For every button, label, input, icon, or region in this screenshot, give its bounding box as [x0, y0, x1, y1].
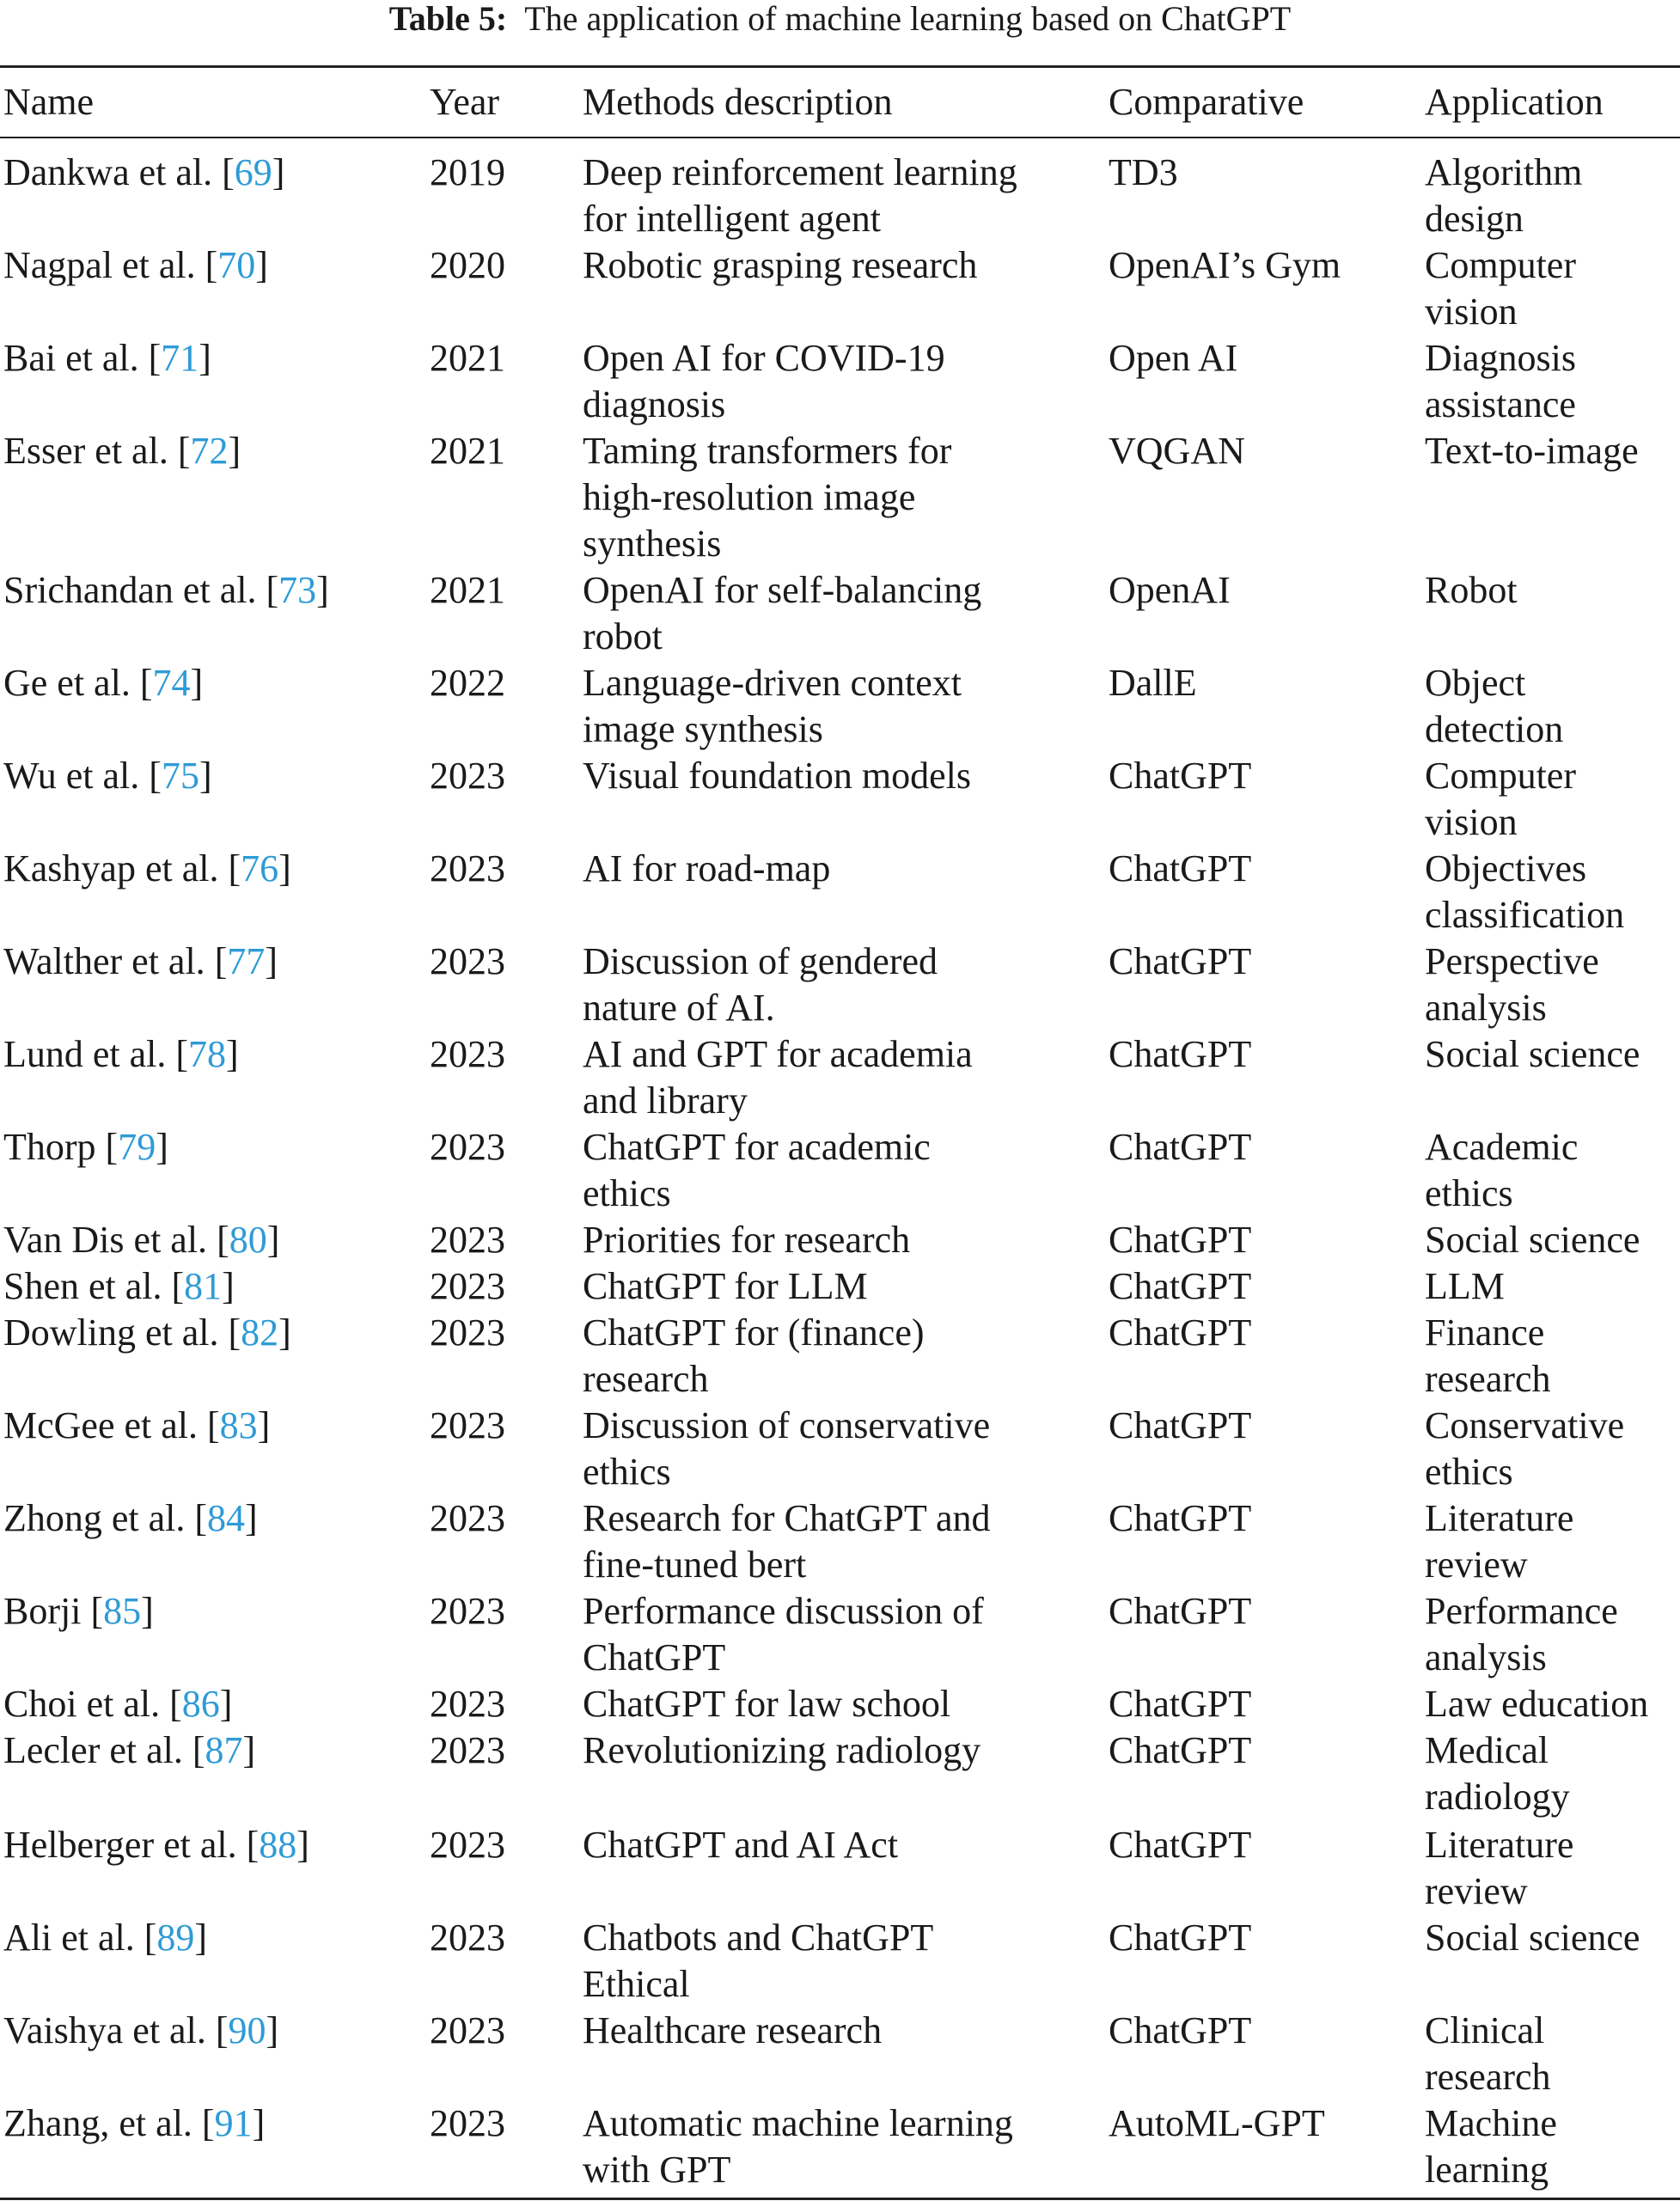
cell-name: McGee et al. [83] — [3, 1404, 271, 1446]
application-line: research — [1425, 2056, 1551, 2098]
header-methods: Methods description — [583, 81, 893, 123]
application-line: Literature — [1425, 1497, 1574, 1539]
cell-comparative: ChatGPT — [1109, 1311, 1252, 1354]
cell-application — [1425, 1217, 1640, 1263]
application-line: assistance — [1425, 383, 1576, 425]
application-line: classification — [1425, 894, 1625, 936]
method-line: OpenAI for self-balancing — [583, 569, 982, 611]
cell-year: 2023 — [430, 1917, 505, 1959]
application-line: Text-to-image — [1425, 430, 1639, 472]
author-name: Walther et al. — [3, 940, 205, 982]
cell-name: Nagpal et al. [70] — [3, 244, 268, 286]
cell-comparative: ChatGPT — [1109, 1126, 1252, 1168]
cell-name: Ge et al. [74] — [3, 662, 204, 704]
cell-comparative: ChatGPT — [1109, 1265, 1252, 1307]
cell-year: 2023 — [430, 1497, 505, 1539]
cell-year: 2023 — [430, 2009, 505, 2051]
cell-method — [583, 2100, 1013, 2193]
cell-application — [1425, 242, 1576, 335]
cell-comparative: OpenAI’s Gym — [1109, 244, 1341, 286]
author-name: Ge et al. — [3, 662, 131, 704]
citation-link[interactable]: 73 — [278, 569, 317, 611]
method-line: and library — [583, 1079, 748, 1122]
method-line: Language-driven context — [583, 662, 962, 704]
citation-link[interactable]: 76 — [241, 847, 279, 890]
application-line: Academic — [1425, 1126, 1579, 1168]
method-line: nature of AI. — [583, 987, 775, 1029]
cell-comparative: VQGAN — [1109, 430, 1245, 472]
application-line: Social science — [1425, 1033, 1640, 1075]
top-rule — [0, 65, 1680, 68]
cell-year: 2023 — [430, 2102, 505, 2144]
cell-name: Zhong et al. [84] — [3, 1497, 258, 1539]
citation-link[interactable]: 77 — [227, 940, 266, 982]
cell-method — [583, 660, 962, 753]
method-line: Automatic machine learning — [583, 2102, 1013, 2144]
method-line: Revolutionizing radiology — [583, 1729, 981, 1771]
application-line: Object — [1425, 662, 1526, 704]
citation-link[interactable]: 69 — [234, 151, 272, 193]
cell-application — [1425, 1263, 1505, 1310]
method-line: Open AI for COVID-19 — [583, 337, 945, 379]
author-name: Kashyap et al. — [3, 847, 219, 890]
cell-application — [1425, 660, 1563, 753]
cell-method — [583, 1588, 984, 1681]
cell-name: Thorp [79] — [3, 1126, 168, 1168]
header-comparative: Comparative — [1109, 81, 1304, 123]
cell-year: 2022 — [430, 662, 505, 704]
cell-year: 2023 — [430, 1683, 505, 1725]
method-line: research — [583, 1358, 709, 1400]
cell-comparative: ChatGPT — [1109, 1219, 1252, 1261]
cell-application — [1425, 1495, 1573, 1588]
application-line: Performance — [1425, 1590, 1618, 1632]
method-line: AI and GPT for academia — [583, 1033, 973, 1075]
bottom-rule — [0, 2198, 1680, 2200]
cell-comparative: ChatGPT — [1109, 1683, 1252, 1725]
application-line: learning — [1425, 2149, 1549, 2191]
method-line: robot — [583, 615, 663, 657]
cell-application — [1425, 1915, 1640, 1961]
cell-year: 2023 — [430, 1033, 505, 1075]
cell-method — [583, 1915, 933, 2008]
application-line: analysis — [1425, 987, 1547, 1029]
cell-year: 2023 — [430, 1126, 505, 1168]
method-line: Visual foundation models — [583, 755, 971, 797]
citation-link[interactable]: 79 — [118, 1126, 156, 1168]
author-name: Dowling et al. — [3, 1311, 219, 1354]
author-name: Nagpal et al. — [3, 244, 196, 286]
author-name: Borji — [3, 1590, 82, 1632]
cell-application — [1425, 1403, 1624, 1495]
cell-application — [1425, 753, 1576, 846]
application-line: Conservative — [1425, 1404, 1625, 1446]
cell-name: Esser et al. [72] — [3, 430, 241, 472]
application-line: Objectives — [1425, 847, 1587, 890]
cell-comparative: Open AI — [1109, 337, 1238, 379]
method-line: Deep reinforcement learning — [583, 151, 1017, 193]
author-name: Lund et al. — [3, 1033, 167, 1075]
method-line: ethics — [583, 1172, 671, 1214]
cell-comparative: ChatGPT — [1109, 1590, 1252, 1632]
cell-comparative: ChatGPT — [1109, 847, 1252, 890]
cell-application — [1425, 567, 1518, 614]
cell-name: Vaishya et al. [90] — [3, 2009, 279, 2051]
application-line: research — [1425, 1358, 1551, 1400]
cell-year: 2021 — [430, 569, 505, 611]
cell-method — [583, 2008, 882, 2054]
author-name: Thorp — [3, 1126, 96, 1168]
application-line: detection — [1425, 708, 1564, 750]
cell-method — [583, 1727, 981, 1774]
cell-method — [583, 938, 938, 1031]
method-line: Robotic grasping research — [583, 244, 978, 286]
cell-year: 2021 — [430, 337, 505, 379]
cell-year: 2019 — [430, 151, 505, 193]
cell-method — [583, 1263, 868, 1310]
application-line: Medical — [1425, 1729, 1549, 1771]
cell-year: 2021 — [430, 430, 505, 472]
author-name: Helberger et al. — [3, 1824, 237, 1866]
method-line: synthesis — [583, 523, 722, 565]
cell-application — [1425, 150, 1582, 242]
author-name: Ali et al. — [3, 1917, 135, 1959]
application-line: Computer — [1425, 244, 1576, 286]
cell-name: Lund et al. [78] — [3, 1033, 239, 1075]
method-line: Ethical — [583, 1963, 690, 2005]
cell-name: Wu et al. [75] — [3, 755, 212, 797]
method-line: ChatGPT for law school — [583, 1683, 951, 1725]
cell-comparative: ChatGPT — [1109, 1404, 1252, 1446]
method-line: ChatGPT — [583, 1636, 726, 1678]
caption-text: The application of machine learning based on ChatGPT — [524, 0, 1292, 38]
header-year: Year — [430, 81, 500, 123]
cell-application — [1425, 938, 1599, 1031]
application-line: Social science — [1425, 1219, 1640, 1261]
cell-application — [1425, 1822, 1573, 1915]
method-line: image synthesis — [583, 708, 823, 750]
application-line: Robot — [1425, 569, 1518, 611]
cell-method — [583, 1403, 990, 1495]
cell-name: Dankwa et al. [69] — [3, 151, 285, 193]
application-line: radiology — [1425, 1776, 1570, 1818]
citation-link[interactable]: 83 — [219, 1404, 258, 1446]
author-name: Zhong et al. — [3, 1497, 186, 1539]
author-name: Shen et al. — [3, 1265, 162, 1307]
cell-comparative: TD3 — [1109, 151, 1178, 193]
application-line: Social science — [1425, 1917, 1640, 1959]
citation-link[interactable]: 84 — [207, 1497, 246, 1539]
cell-application — [1425, 1031, 1640, 1078]
author-name: McGee et al. — [3, 1404, 198, 1446]
cell-name: Srichandan et al. [73] — [3, 569, 329, 611]
cell-year: 2023 — [430, 1311, 505, 1354]
citation-link[interactable]: 78 — [188, 1033, 227, 1075]
cell-comparative: OpenAI — [1109, 569, 1231, 611]
cell-application — [1425, 1310, 1551, 1403]
method-line: high-resolution image — [583, 476, 916, 518]
cell-year: 2023 — [430, 940, 505, 982]
application-line: ethics — [1425, 1172, 1513, 1214]
citation-link[interactable]: 88 — [259, 1824, 297, 1866]
author-name: Bai et al. — [3, 337, 139, 379]
cell-name: Kashyap et al. [76] — [3, 847, 291, 890]
citation-link[interactable]: 82 — [241, 1311, 279, 1354]
cell-name: Walther et al. [77] — [3, 940, 278, 982]
citation-link[interactable]: 81 — [184, 1265, 223, 1307]
citation-link[interactable]: 90 — [228, 2009, 266, 2051]
citation-link[interactable]: 89 — [156, 1917, 195, 1959]
application-line: ethics — [1425, 1451, 1513, 1493]
author-name: Vaishya et al. — [3, 2009, 206, 2051]
header-application: Application — [1425, 81, 1604, 123]
method-line: AI for road-map — [583, 847, 831, 890]
cell-name: Dowling et al. [82] — [3, 1311, 291, 1354]
cell-year: 2023 — [430, 1265, 505, 1307]
cell-comparative: ChatGPT — [1109, 940, 1252, 982]
cell-comparative: ChatGPT — [1109, 1824, 1252, 1866]
method-line: Taming transformers for — [583, 430, 952, 472]
cell-name: Bai et al. [71] — [3, 337, 211, 379]
cell-comparative: DallE — [1109, 662, 1197, 704]
cell-method — [583, 1681, 950, 1727]
author-name: Esser et al. — [3, 430, 168, 472]
cell-method — [583, 1124, 931, 1217]
application-line: review — [1425, 1870, 1528, 1912]
method-line: for intelligent agent — [583, 198, 881, 240]
method-line: ChatGPT for academic — [583, 1126, 931, 1168]
citation-link[interactable]: 86 — [181, 1683, 220, 1725]
cell-comparative: ChatGPT — [1109, 1917, 1252, 1959]
method-line: ChatGPT for (finance) — [583, 1311, 925, 1354]
cell-comparative: ChatGPT — [1109, 1497, 1252, 1539]
cell-application — [1425, 1727, 1570, 1820]
application-line: LLM — [1425, 1265, 1505, 1307]
cell-year: 2023 — [430, 755, 505, 797]
cell-name: Ali et al. [89] — [3, 1917, 208, 1959]
cell-year: 2023 — [430, 847, 505, 890]
table-caption — [0, 0, 1680, 41]
application-line: vision — [1425, 290, 1518, 333]
application-line: design — [1425, 198, 1524, 240]
citation-link[interactable]: 75 — [161, 755, 199, 797]
method-line: Discussion of gendered — [583, 940, 938, 982]
cell-method — [583, 242, 977, 289]
cell-comparative: ChatGPT — [1109, 2009, 1252, 2051]
header-name: Name — [3, 81, 95, 123]
cell-comparative: ChatGPT — [1109, 755, 1252, 797]
application-line: Perspective — [1425, 940, 1599, 982]
method-line: ethics — [583, 1451, 671, 1493]
cell-application — [1425, 1588, 1618, 1681]
cell-name: Van Dis et al. [80] — [3, 1219, 280, 1261]
header-rule — [0, 137, 1680, 138]
citation-link[interactable]: 72 — [190, 430, 229, 472]
cell-name: Shen et al. [81] — [3, 1265, 235, 1307]
method-line: Priorities for research — [583, 1219, 911, 1261]
cell-year: 2023 — [430, 1219, 505, 1261]
author-name: Lecler et al. — [3, 1729, 183, 1771]
cell-application — [1425, 428, 1639, 474]
cell-application — [1425, 2008, 1551, 2100]
cell-comparative: AutoML-GPT — [1109, 2102, 1325, 2144]
cell-application — [1425, 1681, 1648, 1727]
application-line: Clinical — [1425, 2009, 1545, 2051]
cell-application — [1425, 335, 1576, 428]
method-line: fine-tuned bert — [583, 1544, 807, 1586]
method-line: diagnosis — [583, 383, 726, 425]
cell-year: 2023 — [430, 1824, 505, 1866]
cell-method — [583, 1310, 925, 1403]
cell-method — [583, 1031, 973, 1124]
cell-method — [583, 428, 951, 567]
caption-label: Table 5: — [388, 0, 508, 38]
cell-method — [583, 335, 945, 428]
application-line: Finance — [1425, 1311, 1545, 1354]
citation-link[interactable]: 71 — [161, 337, 199, 379]
method-line: Performance discussion of — [583, 1590, 984, 1632]
application-line: Diagnosis — [1425, 337, 1576, 379]
application-line: Computer — [1425, 755, 1576, 797]
author-name: Zhang, et al. — [3, 2102, 192, 2144]
application-line: Machine — [1425, 2102, 1557, 2144]
cell-method — [583, 567, 981, 660]
citation-link[interactable]: 91 — [214, 2102, 253, 2144]
author-name: Van Dis et al. — [3, 1219, 208, 1261]
method-line: Chatbots and ChatGPT — [583, 1917, 934, 1959]
author-name: Wu et al. — [3, 755, 140, 797]
citation-link[interactable]: 70 — [217, 244, 256, 286]
cell-method — [583, 150, 1017, 242]
cell-application — [1425, 1124, 1578, 1217]
cell-application — [1425, 2100, 1557, 2193]
author-name: Dankwa et al. — [3, 151, 213, 193]
cell-method — [583, 753, 971, 799]
application-line: Law education — [1425, 1683, 1649, 1725]
cell-year: 2023 — [430, 1590, 505, 1632]
application-line: Literature — [1425, 1824, 1574, 1866]
cell-year: 2023 — [430, 1404, 505, 1446]
citation-link[interactable]: 85 — [103, 1590, 142, 1632]
application-line: analysis — [1425, 1636, 1547, 1678]
cell-comparative: ChatGPT — [1109, 1729, 1252, 1771]
application-line: review — [1425, 1544, 1528, 1586]
citation-link[interactable]: 80 — [229, 1219, 267, 1261]
cell-name: Choi et al. [86] — [3, 1683, 233, 1725]
method-line: ChatGPT for LLM — [583, 1265, 868, 1307]
cell-method — [583, 1495, 991, 1588]
application-line: Algorithm — [1425, 151, 1583, 193]
cell-year: 2020 — [430, 244, 505, 286]
cell-comparative: ChatGPT — [1109, 1033, 1252, 1075]
cell-name: Lecler et al. [87] — [3, 1729, 256, 1771]
method-line: Discussion of conservative — [583, 1404, 991, 1446]
method-line: Healthcare research — [583, 2009, 883, 2051]
cell-application — [1425, 846, 1624, 938]
cell-method — [583, 846, 830, 892]
citation-link[interactable]: 74 — [152, 662, 191, 704]
application-line: vision — [1425, 801, 1518, 843]
method-line: ChatGPT and AI Act — [583, 1824, 899, 1866]
cell-name: Borji [85] — [3, 1590, 154, 1632]
cell-name: Helberger et al. [88] — [3, 1824, 309, 1866]
method-line: with GPT — [583, 2149, 731, 2191]
author-name: Srichandan et al. — [3, 569, 257, 611]
author-name: Choi et al. — [3, 1683, 161, 1725]
cell-method — [583, 1822, 898, 1868]
cell-year: 2023 — [430, 1729, 505, 1771]
method-line: Research for ChatGPT and — [583, 1497, 991, 1539]
cell-method — [583, 1217, 910, 1263]
cell-name: Zhang, et al. [91] — [3, 2102, 266, 2144]
citation-link[interactable]: 87 — [205, 1729, 243, 1771]
